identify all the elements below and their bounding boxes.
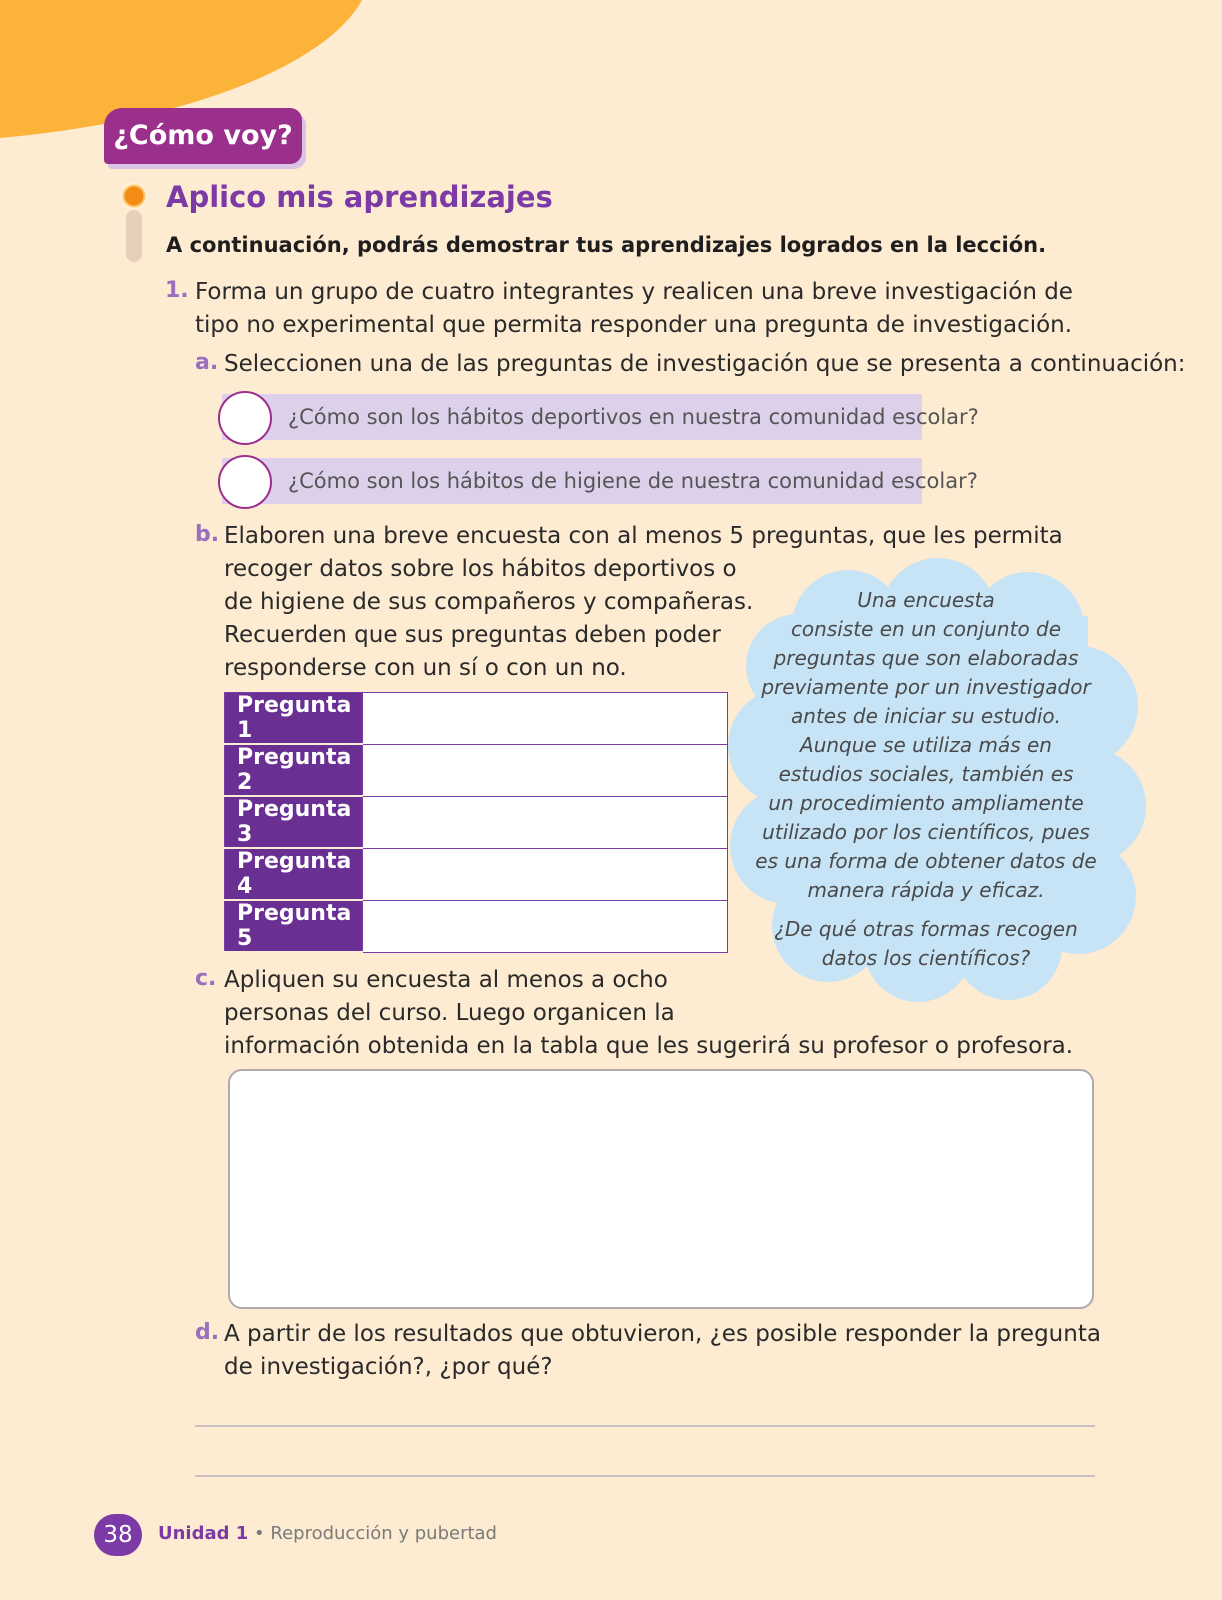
answer-line[interactable] — [195, 1425, 1095, 1427]
option-2-label: ¿Cómo son los hábitos de higiene de nuestra comunidad escolar? — [222, 458, 922, 504]
question-text — [195, 276, 1073, 342]
question-number: 1. — [165, 278, 189, 303]
text-line: recoger datos sobre los hábitos deportivos o — [224, 556, 737, 582]
text-line: Recuerden que sus preguntas deben poder — [224, 622, 721, 648]
footer-separator: • — [248, 1523, 271, 1544]
part-c-text — [224, 964, 1073, 1063]
answer-line[interactable] — [195, 1475, 1095, 1477]
cloud-question-line: datos los científicos? — [821, 946, 1031, 970]
answer-cell[interactable] — [363, 693, 728, 745]
bulb-stem-decoration — [126, 210, 142, 262]
text-line: tipo no experimental que permita responder una pregunta de investigación. — [195, 312, 1073, 338]
answer-cell[interactable] — [363, 900, 728, 952]
row-label: Pregunta 2 — [225, 744, 363, 796]
cloud-line: es una forma de obtener datos de — [755, 849, 1097, 873]
text-line: Forma un grupo de cuatro integrantes y realicen una breve investigación de — [195, 279, 1073, 305]
cloud-question-line: ¿De qué otras formas recogen — [774, 917, 1078, 941]
answer-cell[interactable] — [363, 744, 728, 796]
cloud-line: previamente por un investigador — [761, 675, 1091, 699]
text-line: de higiene de sus compañeros y compañeras. — [224, 589, 754, 615]
cloud-line: Una encuesta — [857, 588, 995, 612]
cloud-line: antes de iniciar su estudio. — [791, 704, 1061, 728]
text-line: personas del curso. Luego organicen la — [224, 1000, 675, 1026]
row-label: Pregunta 1 — [225, 693, 363, 745]
part-d-letter: d. — [195, 1320, 220, 1345]
table-row — [225, 848, 728, 900]
answer-cell[interactable] — [363, 796, 728, 848]
part-a-text: Seleccionen una de las preguntas de investigación que se presenta a continuación: — [224, 351, 1186, 377]
text-line: responderse con un sí o con un no. — [224, 655, 627, 681]
cloud-line: preguntas que son elaboradas — [773, 646, 1079, 670]
part-a-letter: a. — [195, 350, 219, 375]
text-line: Apliquen su encuesta al menos a ocho — [224, 967, 668, 993]
table-row — [225, 744, 728, 796]
part-d-text — [224, 1318, 1101, 1384]
part-c-letter: c. — [195, 966, 217, 991]
row-label: Pregunta 4 — [225, 848, 363, 900]
lightbulb-icon — [120, 182, 148, 210]
text-line: A partir de los resultados que obtuvieron, ¿es posible responder la pregunta — [224, 1321, 1101, 1347]
section-title: Aplico mis aprendizajes — [166, 180, 553, 214]
table-row — [225, 693, 728, 745]
text-line: información obtenida en la tabla que les sugerirá su profesor o profesora. — [224, 1033, 1074, 1059]
survey-table — [224, 692, 728, 953]
page-number: 38 — [94, 1514, 142, 1556]
option-1-checkbox[interactable] — [218, 391, 272, 445]
option-1-label: ¿Cómo son los hábitos deportivos en nuestra comunidad escolar? — [222, 394, 922, 440]
cloud-line: manera rápida y eficaz. — [807, 878, 1045, 902]
cloud-line: consiste en un conjunto de — [790, 617, 1062, 641]
table-row — [225, 900, 728, 952]
footer-unit: Unidad 1 — [158, 1523, 249, 1544]
cloud-line: Aunque se utiliza más en — [800, 733, 1052, 757]
text-line: Elaboren una breve encuesta con al menos 5 preguntas, que les permita — [224, 523, 1063, 549]
cloud-line: utilizado por los científicos, pues — [762, 820, 1090, 844]
text-line: de investigación?, ¿por qué? — [224, 1354, 553, 1380]
table-row — [225, 796, 728, 848]
intro-text: A continuación, podrás demostrar tus aprendizajes logrados en la lección. — [166, 233, 1047, 257]
cloud-line: estudios sociales, también es — [778, 762, 1074, 786]
info-cloud-text — [752, 586, 1100, 973]
section-tag: ¿Cómo voy? — [104, 108, 302, 164]
option-2-checkbox[interactable] — [218, 455, 272, 509]
part-b-letter: b. — [195, 522, 220, 547]
answer-cell[interactable] — [363, 848, 728, 900]
footer-text — [158, 1523, 497, 1544]
results-answer-box[interactable] — [228, 1069, 1094, 1309]
row-label: Pregunta 3 — [225, 796, 363, 848]
cloud-line: un procedimiento ampliamente — [768, 791, 1084, 815]
row-label: Pregunta 5 — [225, 900, 363, 952]
footer-topic: Reproducción y pubertad — [270, 1523, 497, 1544]
